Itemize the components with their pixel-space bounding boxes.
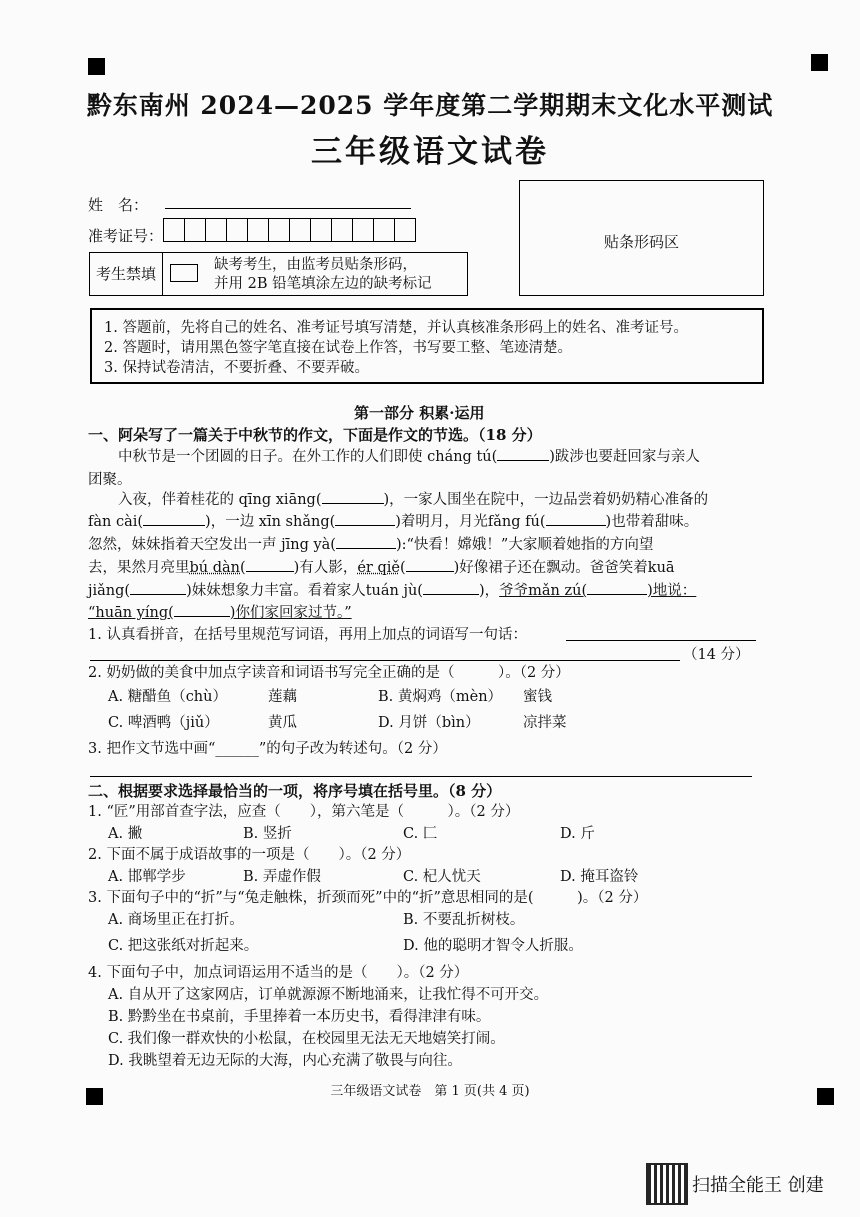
answer-blank[interactable] <box>335 525 395 526</box>
passage-text: )你们家回家过节。” <box>229 605 352 621</box>
option-d[interactable]: D. 月饼（bìn） <box>378 715 480 731</box>
qr-code-icon <box>646 1163 688 1205</box>
option-b[interactable]: B. 弄虚作假 <box>243 869 321 885</box>
option-c[interactable]: C. 把这张纸对折起来。 <box>108 938 259 954</box>
instruction-3: 3. 保持试卷清洁，不要折叠、不要弄破。 <box>104 360 369 376</box>
option-a[interactable]: A. 商场里正在打折。 <box>108 912 244 928</box>
answer-blank[interactable] <box>143 525 205 526</box>
option-b-word: 蜜钱 <box>523 689 552 705</box>
dotted-pinyin: bú dàn <box>189 560 240 576</box>
absent-note-line1: 缺考考生，由监考员贴条形码， <box>214 257 417 273</box>
forbidden-box <box>89 252 468 296</box>
option-c[interactable]: C. 杞人忧天 <box>403 869 481 885</box>
answer-blank[interactable] <box>246 571 294 572</box>
name-field[interactable] <box>165 208 411 209</box>
option-c-word: 黄瓜 <box>268 715 297 731</box>
option-c[interactable]: C. 啤酒鸭（jiǔ） <box>108 715 219 731</box>
answer-blank[interactable] <box>336 548 396 549</box>
s1-question-1: 1. 认真看拼音，在括号里规范写词语，再用上加点的词语写一句话： <box>88 627 527 643</box>
option-b[interactable]: B. 不要乱折树枝。 <box>403 912 525 928</box>
section2-heading: 二、根据要求选择最恰当的一项，将序号填在括号里。（8 分） <box>88 782 502 800</box>
passage-text: )地说： <box>647 583 697 599</box>
passage-text: 中秋节是一个团圆的日子。在外工作的人们即使 cháng tú( <box>118 449 498 465</box>
passage-line3 <box>118 493 708 508</box>
option-d[interactable]: D. 我眺望着无边无际的大海，内心充满了敬畏与向往。 <box>108 1053 462 1069</box>
registration-mark-top-right <box>811 54 828 71</box>
passage-line1 <box>118 450 700 465</box>
passage-text: ( <box>240 560 246 576</box>
passage-line2: 团聚。 <box>88 472 132 488</box>
option-d[interactable]: D. 斤 <box>560 826 595 842</box>
answer-line[interactable] <box>90 776 752 777</box>
passage-text: )有人影， <box>293 560 358 576</box>
answer-blank[interactable] <box>546 525 606 526</box>
option-d[interactable]: D. 他的聪明才智令人折服。 <box>403 938 583 954</box>
passage-text: )跋涉也要赶回家与亲人 <box>549 449 700 465</box>
part1-title: 第一部分 积累·运用 <box>354 404 485 422</box>
absent-note-line2: 并用 2B 铅笔填涂左边的缺考标记 <box>214 276 432 292</box>
section1-heading: 一、阿朵写了一篇关于中秋节的作文，下面是作文的节选。（18 分） <box>88 426 542 444</box>
exam-title: 黔东南州 2024—2025 学年度第二学期期末文化水平测试 <box>86 91 774 120</box>
instruction-1: 1. 答题前，先将自己的姓名、准考证号填写清楚，并认真核准条形码上的姓名、准考证号。 <box>104 320 688 336</box>
forbidden-label: 考生禁填 <box>96 265 157 283</box>
passage-text: “huān yíng( <box>88 605 174 621</box>
passage-line8 <box>88 606 352 621</box>
passage-text: )妹妹想象力丰富。看着家人tuán jù( <box>186 583 423 599</box>
passage-text: jiǎng( <box>88 583 131 599</box>
exam-subtitle: 三年级语文试卷 <box>311 134 549 170</box>
passage-text: ( <box>581 583 588 599</box>
passage-text: ):“快看！嫦娥！”大家顺着她指的方向望 <box>395 537 654 553</box>
s2-question-2: 2. 下面不属于成语故事的一项是（ ）。（2 分） <box>88 847 411 863</box>
option-d[interactable]: D. 掩耳盗铃 <box>560 869 639 885</box>
answer-blank[interactable] <box>497 460 549 461</box>
passage-line5 <box>88 538 653 553</box>
absent-mark-box[interactable] <box>170 264 198 282</box>
option-a[interactable]: A. 邯郸学步 <box>108 869 186 885</box>
underlined-sentence <box>499 583 696 599</box>
s2-question-3: 3. 下面句子中的“折”与“兔走触株，折颈而死”中的“折”意思相同的是( )。（2 分） <box>88 890 648 906</box>
candidate-id-grid[interactable] <box>163 218 416 242</box>
dotted-pinyin: ér qiě <box>357 560 400 576</box>
answer-blank[interactable] <box>322 503 384 504</box>
option-b[interactable]: B. 竖折 <box>243 826 292 842</box>
passage-line7 <box>88 584 696 599</box>
s1-question-1-score: （14 分） <box>683 647 750 663</box>
option-b[interactable]: B. 黔黔坐在书桌前，手里捧着一本历史书，看得津津有味。 <box>108 1009 491 1025</box>
option-c[interactable]: C. 我们像一群欢快的小松鼠，在校园里无法无天地嬉笑打闹。 <box>108 1031 505 1047</box>
s1-question-3: 3. 把作文节选中画“______”的句子改为转述句。（2 分） <box>88 741 447 757</box>
option-a[interactable]: A. 糖醋鱼（chù） <box>108 689 227 705</box>
option-d-word: 凉拌菜 <box>523 715 567 731</box>
answer-blank[interactable] <box>423 594 479 595</box>
s2-question-1: 1. “匠”用部首查字法，应查（ ），第六笔是（ ）。（2 分） <box>88 804 520 820</box>
passage-text: 去，果然月亮里 <box>88 560 190 576</box>
passage-text: )好像裙子还在飘动。爸爸笑着kuā <box>453 560 675 576</box>
option-a[interactable]: A. 撇 <box>108 826 143 842</box>
passage-text: )， <box>478 583 500 599</box>
name-label: 姓 名： <box>88 196 149 214</box>
instructions-box <box>90 308 764 384</box>
passage-text: 忽然，妹妹指着天空发出一声 jīng yà( <box>88 537 336 553</box>
answer-blank[interactable] <box>587 594 647 595</box>
option-c[interactable]: C. 匚 <box>403 826 438 842</box>
passage-line4 <box>88 515 698 530</box>
candidate-id-label: 准考证号： <box>88 227 164 245</box>
passage-text: ( <box>399 560 406 576</box>
instruction-2: 2. 答题时，请用黑色签字笔直接在试卷上作答，书写要工整、笔迹清楚。 <box>104 340 572 356</box>
option-a-word: 莲藕 <box>268 689 297 705</box>
passage-text: )也带着甜味。 <box>605 514 699 530</box>
answer-line[interactable] <box>90 660 680 661</box>
option-a[interactable]: A. 自从开了这家网店，订单就源源不断地涌来，让我忙得不可开交。 <box>108 987 549 1003</box>
barcode-area[interactable] <box>519 180 764 296</box>
passage-text: )着明月，月光fǎng fú( <box>395 514 546 530</box>
barcode-area-label: 贴条形码区 <box>603 233 679 251</box>
passage-text: 爷爷mǎn zú <box>499 583 582 599</box>
page-footer: 三年级语文试卷 第 1 页(共 4 页) <box>330 1084 530 1099</box>
s2-question-4: 4. 下面句子中，加点词语运用不适当的是（ ）。（2 分） <box>88 965 469 981</box>
registration-mark-top-left <box>88 58 105 75</box>
passage-line6 <box>88 561 675 576</box>
s1-question-2: 2. 奶奶做的美食中加点字读音和词语书写完全正确的是（ ）。（2 分） <box>88 665 570 681</box>
option-b[interactable]: B. 黄焖鸡（mèn） <box>378 689 503 705</box>
passage-text: 入夜，伴着桂花的 qīng xiāng( <box>118 492 322 508</box>
passage-text: fàn cài( <box>88 514 144 530</box>
answer-blank[interactable] <box>174 616 230 617</box>
passage-text: )，一家人围坐在院中，一边品尝着奶奶精心准备的 <box>383 492 709 508</box>
answer-line[interactable] <box>566 640 756 641</box>
answer-blank[interactable] <box>130 594 186 595</box>
answer-blank[interactable] <box>406 571 454 572</box>
scanner-watermark: 扫描全能王 创建 <box>692 1175 824 1196</box>
passage-text: )，一边 xīn shǎng( <box>205 514 336 530</box>
